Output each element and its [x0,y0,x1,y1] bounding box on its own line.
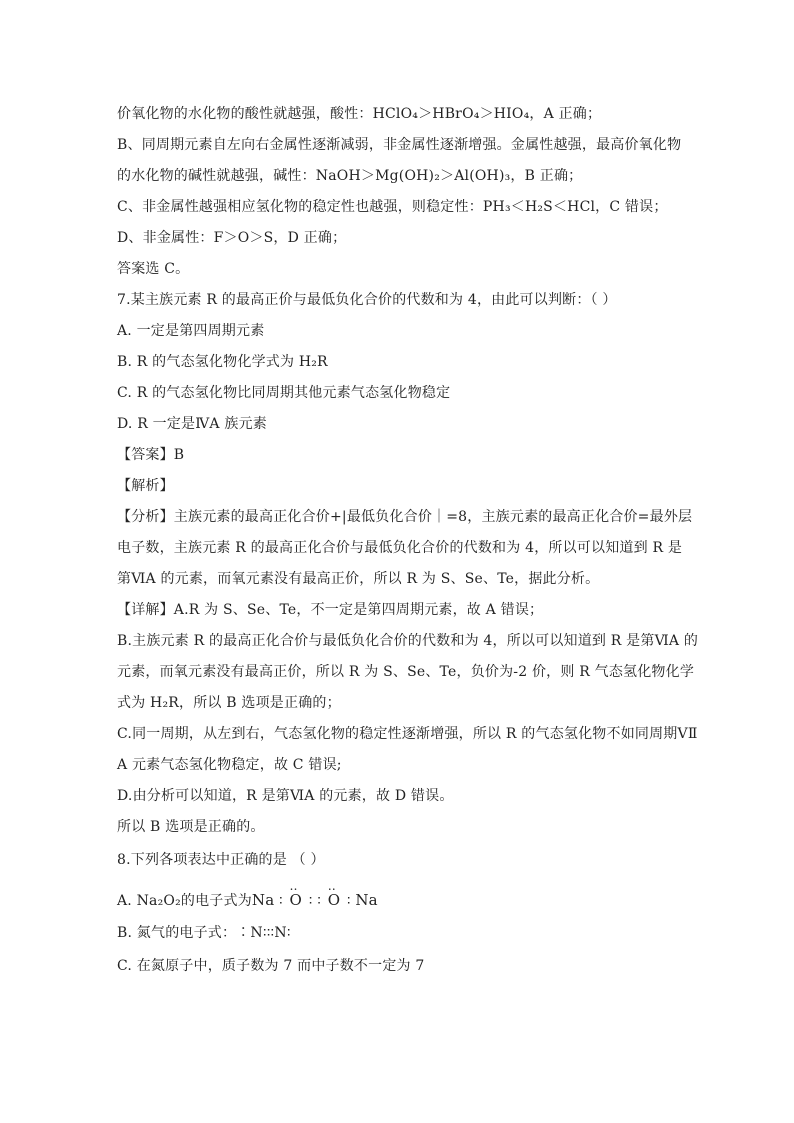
analysis-line-1: 【分析】主族元素的最高正化合价+|最低负化合价｜=8，主族元素的最高正化合价=最外层 [117,509,693,525]
electron-dots: ∶ [342,893,356,909]
text-line-2: B、同周期元素自左向右金属性逐渐减弱，非金属性逐渐增强。金属性越强，最高价氧化物 [117,137,682,153]
question-8: 8.下列各项表达中正确的是 （ ） [117,852,325,868]
electron-dots: ∶ [274,893,288,909]
analysis-line-2: 电子数，主族元素 R 的最高正化合价与最低负化合价的代数和为 4，所以可以知道到 R 是 [117,540,683,556]
electron-formula-o-1: ‥ O [288,890,305,910]
detail-line-7: D.由分析可以知道，R 是第ⅥA 的元素，故 D 错误。 [117,788,454,804]
detail-line-1: 【详解】A.R 为 S、Se、Te，不一定是第四周期元素，故 A 错误； [117,602,544,618]
answer-heading: 【答案】B [117,447,185,463]
electron-formula-na-left: Na [251,891,275,909]
electron-dots: ∶ ∶ [304,893,326,909]
detail-line-5: C.同一周期，从左到右，气态氢化物的稳定性逐渐增强，所以 R 的气态氢化物不如同周期ⅤⅡ [117,726,698,742]
detail-line-4: 式为 H₂R，所以 B 选项是正确的； [117,695,341,711]
question-7: 7.某主族元素 R 的最高正价与最低负化合价的代数和为 4，由此可以判断：（ ） [117,292,617,308]
conclusion-line: 所以 B 选项是正确的。 [117,819,265,835]
option-7d: D. R 一定是ⅣA 族元素 [117,416,267,432]
option-8a [117,890,378,911]
text-line-3: 的水化物的碱性就越强，碱性：NaOH＞Mg(OH)₂＞Al(OH)₃，B 正确； [117,168,583,184]
text-line-5: D、非金属性：F＞O＞S，D 正确； [117,230,347,246]
detail-line-6: A 元素气态氢化物稳定，故 C 错误; [117,757,342,773]
option-7a: A. 一定是第四周期元素 [117,323,265,339]
nitrogen-electron-formula: ∶N∶∶∶N∶ [236,925,291,941]
option-8b-label: B. 氮气的电子式： [117,925,237,941]
detail-line-3: 元素，而氧元素没有最高正价，所以 R 为 S、Se、Te，负价为-2 价，则 R 气态氢化物化学 [117,664,695,680]
electron-formula-o-2: ‥ O [326,890,343,910]
text-line-4: C、非金属性越强相应氢化物的稳定性也越强，则稳定性：PH₃＜H₂S＜HCl，C 错误； [117,199,668,215]
analysis-line-3: 第ⅥA 的元素，而氧元素没有最高正价，所以 R 为 S、Se、Te，据此分析。 [117,571,600,587]
text-line-1: 价氧化物的水化物的酸性就越强，酸性：HClO₄＞HBrO₄＞HIO₄，A 正确； [117,106,602,122]
option-7b: B. R 的气态氢化物化学式为 H₂R [117,354,328,370]
electron-formula-na-right: Na [355,891,378,909]
text-line-6: 答案选 C。 [117,261,190,277]
analysis-heading: 【解析】 [117,478,174,494]
option-8c: C. 在氮原子中，质子数为 7 而中子数不一定为 7 [117,958,425,974]
option-8a-label: A. Na₂O₂的电子式为 [117,893,252,909]
option-8b [117,923,291,943]
detail-line-2: B.主族元素 R 的最高正化合价与最低负化合价的代数和为 4，所以可以知道到 R 是第ⅥA 的 [117,633,699,649]
option-7c: C. R 的气态氢化物比同周期其他元素气态氢化物稳定 [117,385,451,401]
